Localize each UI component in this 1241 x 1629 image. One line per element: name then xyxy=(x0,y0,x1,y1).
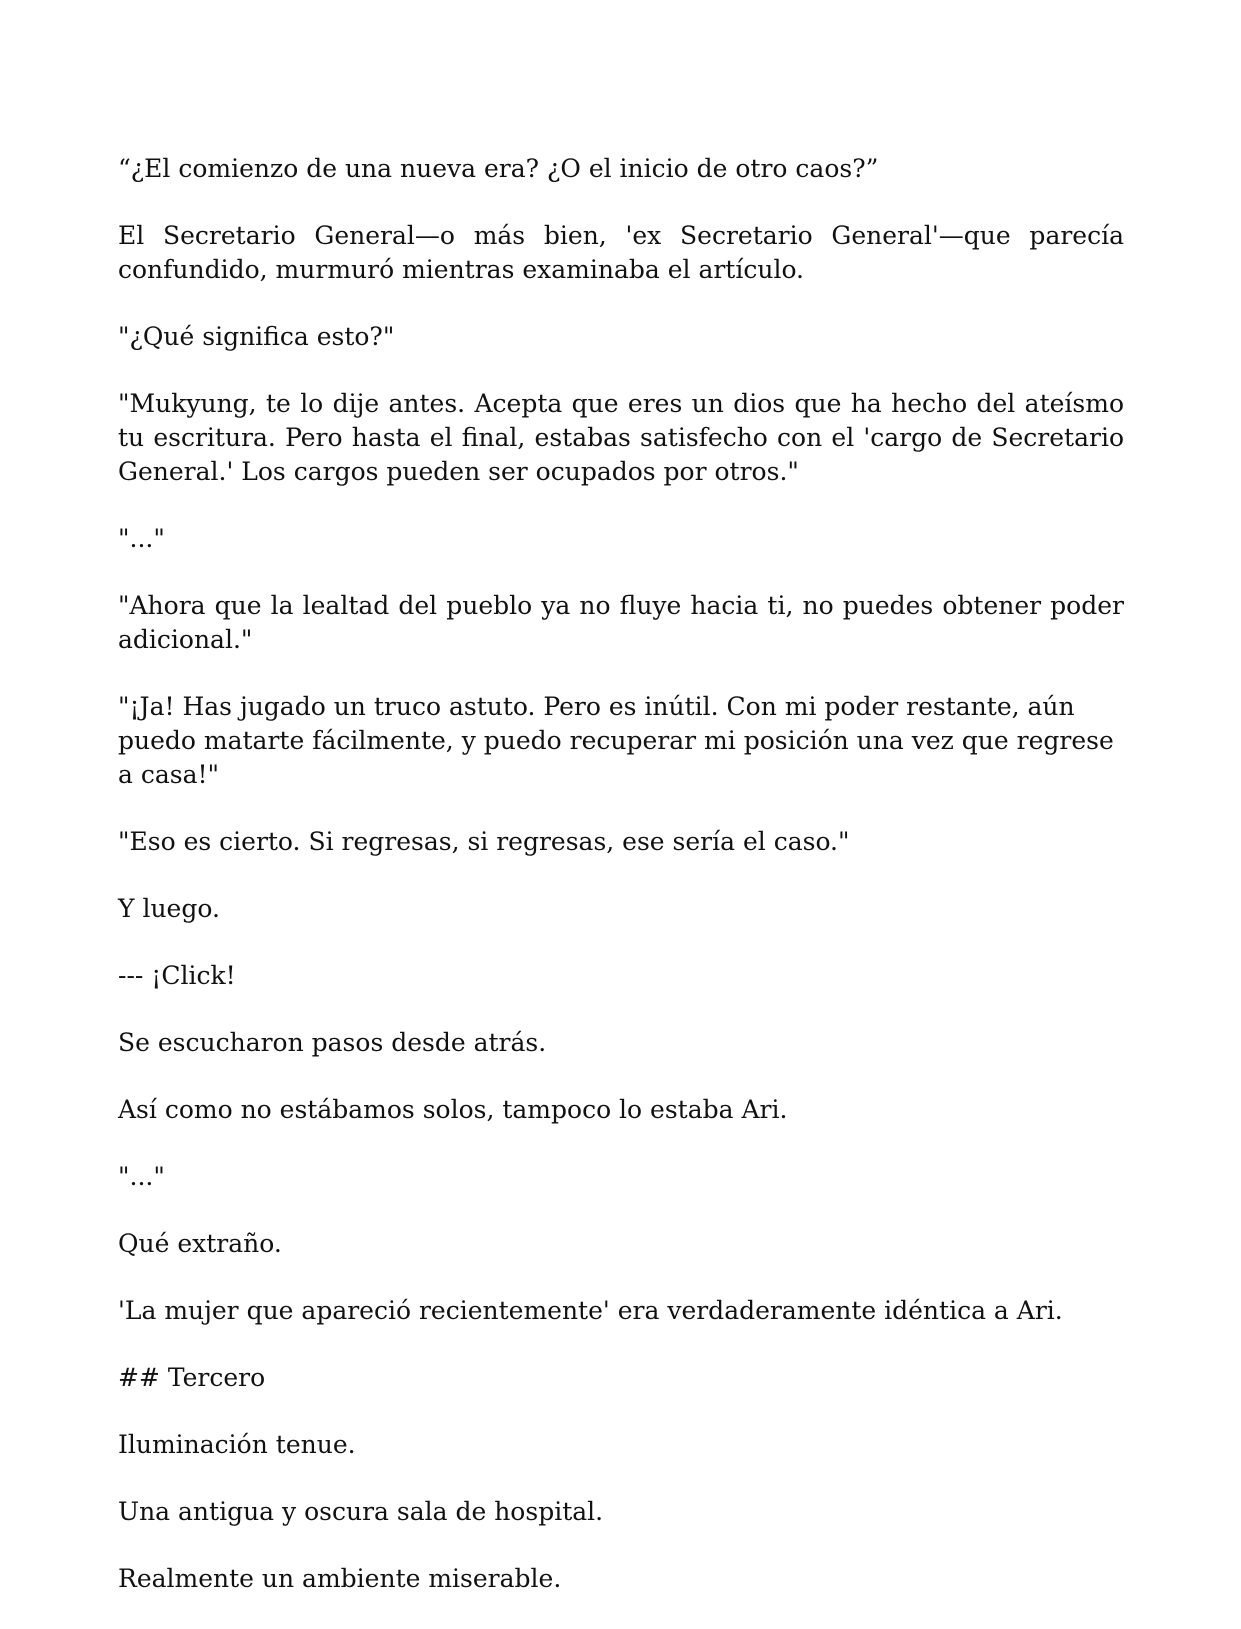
section-heading: ## Tercero xyxy=(118,1363,266,1392)
paragraph-17: Iluminación tenue. xyxy=(118,1430,356,1459)
paragraph-19: Realmente un ambiente miserable. xyxy=(118,1564,562,1593)
paragraph-4: "Mukyung, te lo dije antes. Acepta que eres un dios que ha hecho del ateísmo tu escritura. Pero hasta el final, estabas satisfecho con el 'cargo de Secretario General.' Los cargos pueden ser ocupados por otros." xyxy=(118,389,1124,486)
document-body xyxy=(118,152,1124,1629)
paragraph-7: "¡Ja! Has jugado un truco astuto. Pero es inútil. Con mi poder restante, aún puedo matarte fácilmente, y puedo recuperar mi posición una vez que regrese a casa!" xyxy=(118,692,1114,789)
paragraph-8: "Eso es cierto. Si regresas, si regresas, ese sería el caso." xyxy=(118,827,850,856)
paragraph-14: Qué extraño. xyxy=(118,1229,282,1258)
paragraph-6: "Ahora que la lealtad del pueblo ya no fluye hacia ti, no puedes obtener poder adicional." xyxy=(118,591,1124,654)
paragraph-13: "..." xyxy=(118,1162,165,1191)
paragraph-3: "¿Qué significa esto?" xyxy=(118,322,395,351)
paragraph-15: 'La mujer que apareció recientemente' era verdaderamente idéntica a Ari. xyxy=(118,1296,1063,1325)
paragraph-18: Una antigua y oscura sala de hospital. xyxy=(118,1497,604,1526)
paragraph-12: Así como no estábamos solos, tampoco lo estaba Ari. xyxy=(118,1095,788,1124)
paragraph-5: "..." xyxy=(118,524,165,553)
paragraph-2: El Secretario General—o más bien, 'ex Secretario General'—que parecía confundido, murmuró mientras examinaba el artículo. xyxy=(118,221,1124,284)
paragraph-1: “¿El comienzo de una nueva era? ¿O el inicio de otro caos?” xyxy=(118,154,879,183)
paragraph-10: --- ¡Click! xyxy=(118,961,236,990)
paragraph-11: Se escucharon pasos desde atrás. xyxy=(118,1028,547,1057)
paragraph-9: Y luego. xyxy=(118,894,220,923)
